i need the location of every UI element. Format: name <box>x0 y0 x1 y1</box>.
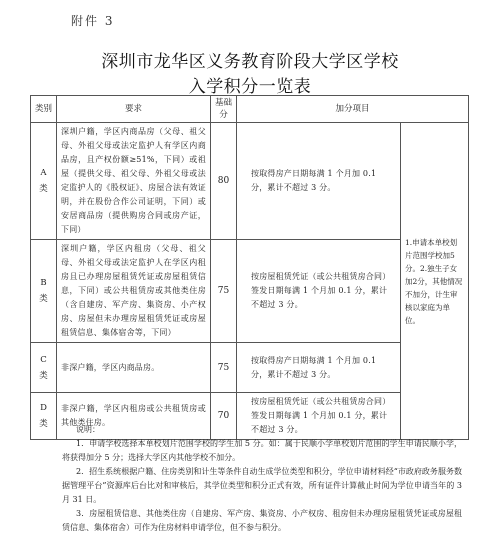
points-table <box>30 95 469 440</box>
requirement-cell: 非深户籍，学区内商品房。 <box>57 343 211 393</box>
base-score-cell: 75 <box>211 240 237 343</box>
base-score-cell: 70 <box>211 393 237 440</box>
bonus-note-cell: 1.申请本单校划片范围学校加5分。2.独生子女加2分，其他情况不加分，计生审核以家庭为单位。 <box>401 123 469 440</box>
notes-section <box>62 423 462 535</box>
category-letter: D <box>40 403 47 413</box>
requirement-cell: 深圳户籍，学区内商品房（父母、祖父母、外祖父母或法定监护人有学区内商品房，且产权份额≥51%，下同）或祖屋（提供父母、祖父母、外祖父母或法定监护人的《股权证》、房屋合法有效证明，并在股份合作公司证明，下同）或安居商品房（提供购房合同或房产证，下同） <box>57 123 211 240</box>
bonus-cell: 按取得房产日期每满 1 个月加 0.1 分，累计不超过 3 分。 <box>237 343 401 393</box>
attachment-label: 附件 3 <box>71 14 115 28</box>
header-requirement: 要求 <box>57 96 211 123</box>
note-item: 3．房屋租赁信息、其他类住房（自建房、军产房、集资房、小产权房、租房但未办理房屋租赁凭证或房屋租赁信息、集体宿舍）可作为住房材料申请学位，但不参与积分。 <box>62 509 462 532</box>
document-title: 深圳市龙华区义务教育阶段大学区学校 <box>101 52 399 72</box>
category-suffix: 类 <box>39 294 48 304</box>
category-suffix: 类 <box>39 419 48 429</box>
table-row <box>31 123 469 240</box>
table-header-row <box>31 96 469 123</box>
bonus-cell: 按房屋租赁凭证（或公共租赁房合同）签发日期每满 1 个月加 0.1 分，累计不超过 3 分。 <box>237 240 401 343</box>
category-cell <box>31 393 57 440</box>
requirement-cell: 深圳户籍，学区内租房（父母、祖父母、外祖父母或法定监护人在学区内租房且已办理房屋租赁凭证或房屋租赁信息，下同）或公共租赁房或其他类住房（含自建房、军产房、集资房、小产权房、房屋但未办理房屋租赁凭证或房屋租赁信息、集体宿舍等，下同） <box>57 240 211 343</box>
note-item: 2．招生系统根据户籍、住房类别和计生等条件自动生成学位类型和积分，学位申请材料经“市政府政务服务数据管理平台”资源库后台比对和审核后，其学位类型和积分正式有效，所有证件计算截止时间为学位申请当年的 3 月 31 日。 <box>62 467 462 504</box>
category-letter: B <box>40 278 47 288</box>
category-cell <box>31 123 57 240</box>
header-base-score: 基础分 <box>211 96 237 123</box>
document-subtitle: 入学积分一览表 <box>188 77 312 97</box>
notes-heading: 说明： <box>76 425 100 434</box>
requirement-cell: 非深户籍，学区内租房或公共租赁房或其他类住房。 <box>57 393 211 440</box>
category-suffix: 类 <box>39 184 48 194</box>
category-cell <box>31 240 57 343</box>
note-item: 1．申请学校选择本单校划片范围学校的学生加 5 分。如：属于民顺小学单校划片范围的学生申请民顺小学，将获得加分 5 分；选择大学区内其他学校不加分。 <box>62 439 462 462</box>
base-score-cell: 75 <box>211 343 237 393</box>
category-cell <box>31 343 57 393</box>
header-category: 类别 <box>31 96 57 123</box>
category-suffix: 类 <box>39 370 48 381</box>
header-bonus: 加分项目 <box>237 96 469 123</box>
bonus-cell: 按房屋租赁凭证（或公共租赁房合同）签发日期每满 1 个月加 0.1 分，累计不超过 3 分。 <box>237 393 401 440</box>
category-letter: A <box>40 168 47 178</box>
category-letter: C <box>40 354 47 365</box>
base-score-cell: 80 <box>211 123 237 240</box>
bonus-cell: 按取得房产日期每满 1 个月加 0.1 分，累计不超过 3 分。 <box>237 123 401 240</box>
